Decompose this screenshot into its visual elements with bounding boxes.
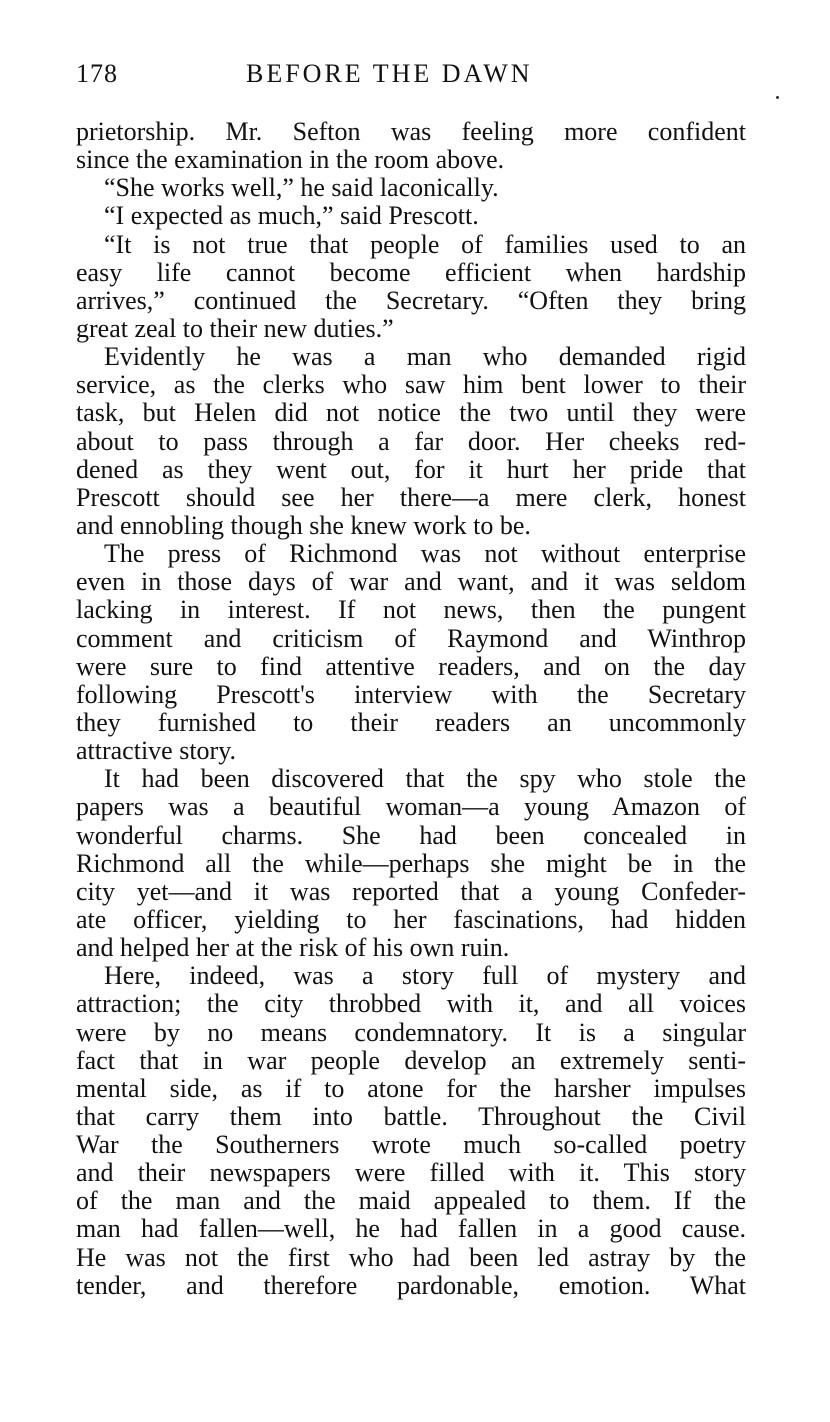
text-line: He was not the first who had been led astray by the <box>76 1242 746 1272</box>
text-line: papers was a beautiful woman—a young Amazon of <box>76 792 746 822</box>
text-line: task, but Helen did not notice the two until they were <box>76 398 746 428</box>
text-line: following Prescott's interview with the Secretary <box>76 679 746 709</box>
text-line: ate officer, yielding to her fascinations, had hidden <box>76 904 746 934</box>
text-line: dened as they went out, for it hurt her pride that <box>76 454 746 484</box>
text-line: were sure to find attentive readers, and on the day <box>76 651 746 681</box>
text-line: Evidently he was a man who demanded rigid <box>104 342 746 372</box>
text-line: attractive story. <box>76 736 237 766</box>
text-line: and helped her at the risk of his own ruin. <box>76 933 510 963</box>
text-line: were by no means condemnatory. It is a singular <box>76 1017 746 1047</box>
text-line: It had been discovered that the spy who stole the <box>104 764 746 794</box>
text-line: fact that in war people develop an extremely senti- <box>76 1045 746 1075</box>
book-title: BEFORE THE DAWN <box>246 59 533 88</box>
text-line: War the Southerners wrote much so-called poetry <box>76 1130 746 1160</box>
text-line: attraction; the city throbbed with it, and all voices <box>76 989 746 1019</box>
text-line: comment and criticism of Raymond and Winthrop <box>76 623 746 653</box>
text-line: city yet—and it was reported that a young Confeder- <box>76 876 746 906</box>
text-line: man had fallen—well, he had fallen in a good cause. <box>76 1214 746 1244</box>
text-line: wonderful charms. She had been concealed in <box>76 820 746 850</box>
text-line: service, as the clerks who saw him bent lower to their <box>76 370 746 400</box>
text-line: and ennobling though she knew work to be. <box>76 510 531 540</box>
text-line: even in those days of war and want, and it was seldom <box>76 567 746 597</box>
text-line: mental side, as if to atone for the harsher impulses <box>76 1073 746 1103</box>
text-line: that carry them into battle. Throughout the Civil <box>76 1101 746 1131</box>
text-line: they furnished to their readers an uncommonly <box>76 707 746 737</box>
text-line: The press of Richmond was not without enterprise <box>104 539 746 569</box>
print-speck <box>776 96 779 99</box>
text-line: “It is not true that people of families used to an <box>104 229 746 259</box>
text-line: Richmond all the while—perhaps she might be in the <box>76 848 746 878</box>
text-line: tender, and therefore pardonable, emotion. What <box>76 1270 746 1300</box>
text-line: and their newspapers were filled with it. This story <box>76 1158 746 1188</box>
text-line: “She works well,” he said laconically. <box>104 173 499 203</box>
text-line: Here, indeed, was a story full of mystery and <box>104 961 746 991</box>
body-text <box>76 118 746 1300</box>
text-line: about to pass through a far door. Her cheeks red- <box>76 426 746 456</box>
text-line: great zeal to their new duties.” <box>76 313 394 343</box>
text-line: easy life cannot become efficient when hardship <box>76 257 746 287</box>
text-line: arrives,” continued the Secretary. “Often they bring <box>76 285 746 315</box>
running-head <box>76 56 746 92</box>
text-line: of the man and the maid appealed to them. If the <box>76 1186 746 1216</box>
text-line: since the examination in the room above. <box>76 145 505 175</box>
text-line: Prescott should see her there—a mere clerk, honest <box>76 482 746 512</box>
page-number: 178 <box>76 59 118 88</box>
text-line: prietorship. Mr. Sefton was feeling more confident <box>76 117 746 146</box>
text-line: lacking in interest. If not news, then the pungent <box>76 595 746 625</box>
text-line: “I expected as much,” said Prescott. <box>104 201 479 231</box>
